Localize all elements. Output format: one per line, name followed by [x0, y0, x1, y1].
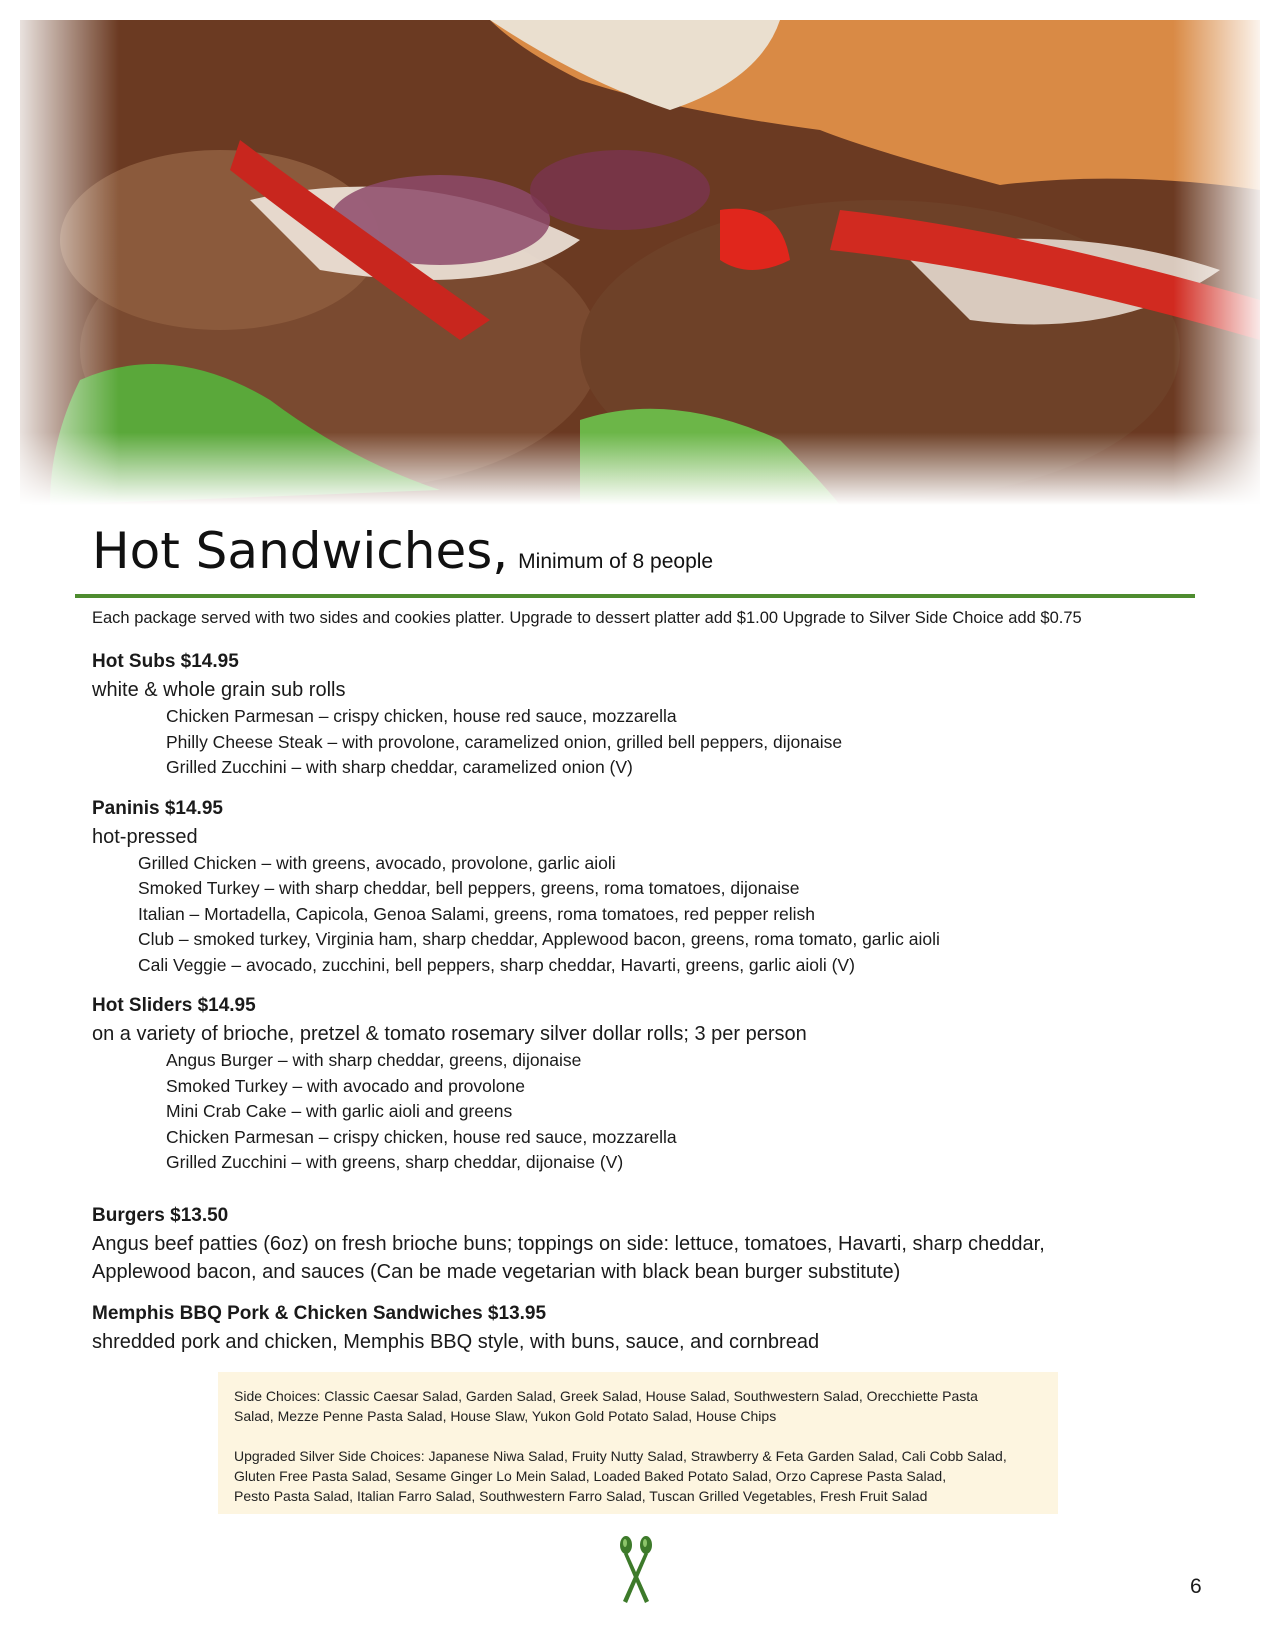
side-choices-line: Gluten Free Pasta Salad, Sesame Ginger Lo Mein Salad, Loaded Baked Potato Salad, Orzo Caprese Pasta Salad,	[234, 1468, 947, 1484]
menu-content	[92, 648, 1192, 1370]
list-item: Club – smoked turkey, Virginia ham, sharp cheddar, Applewood bacon, greens, roma tomato, garlic aioli	[138, 929, 940, 949]
section-hot-subs	[92, 648, 1192, 781]
item-list	[92, 1048, 1192, 1176]
section-description: shredded pork and chicken, Memphis BBQ style, with buns, sauce, and cornbread	[92, 1330, 820, 1353]
page-title: Hot Sandwiches,	[92, 522, 509, 580]
list-item: Smoked Turkey – with sharp cheddar, bell peppers, greens, roma tomatoes, dijonaise	[138, 878, 800, 898]
hero-sandwich-photo	[20, 20, 1260, 505]
section-description: hot-pressed	[92, 825, 198, 848]
section-burgers	[92, 1202, 1192, 1286]
page-subtitle: Minimum of 8 people	[518, 550, 714, 573]
section-heading: Hot Subs $14.95	[92, 651, 239, 672]
section-description: on a variety of brioche, pretzel & tomato rosemary silver dollar rolls; 3 per person	[92, 1023, 807, 1045]
title-divider	[75, 594, 1195, 598]
upgraded-side-choices	[234, 1446, 1042, 1506]
side-choices-line: Pesto Pasta Salad, Italian Farro Salad, Southwestern Farro Salad, Tuscan Grilled Vegetables, Fresh Fruit Salad	[234, 1488, 928, 1504]
list-item: Smoked Turkey – with avocado and provolone	[166, 1075, 525, 1096]
side-choices-line: Upgraded Silver Side Choices: Japanese Niwa Salad, Fruity Nutty Salad, Strawberry & Feta Garden Salad, Cali Cobb Salad,	[234, 1448, 1007, 1464]
standard-side-choices	[234, 1386, 1042, 1426]
section-heading: Paninis $14.95	[92, 797, 223, 819]
section-hot-sliders	[92, 992, 1192, 1176]
item-list	[92, 851, 1192, 979]
list-item: Mini Crab Cake – with garlic aioli and greens	[166, 1101, 513, 1121]
item-list	[92, 704, 1192, 781]
section-description-line: Angus beef patties (6oz) on fresh brioche buns; toppings on side: lettuce, tomatoes, Havarti, sharp cheddar,	[92, 1232, 1045, 1255]
section-paninis	[92, 795, 1192, 979]
list-item: Grilled Zucchini – with sharp cheddar, caramelized onion (V)	[166, 757, 633, 777]
section-heading: Burgers $13.50	[92, 1204, 229, 1226]
side-choices-line: Side Choices: Classic Caesar Salad, Garden Salad, Greek Salad, House Salad, Southwestern Salad, Orecchiette Pasta	[234, 1388, 978, 1404]
list-item: Italian – Mortadella, Capicola, Genoa Salami, greens, roma tomatoes, red pepper relish	[138, 903, 816, 924]
list-item: Grilled Chicken – with greens, avocado, provolone, garlic aioli	[138, 852, 616, 873]
section-description: white & whole grain sub rolls	[92, 679, 346, 701]
section-heading: Memphis BBQ Pork & Chicken Sandwiches $13.95	[92, 1302, 547, 1324]
list-item: Chicken Parmesan – crispy chicken, house red sauce, mozzarella	[166, 706, 677, 726]
list-item: Grilled Zucchini – with greens, sharp cheddar, dijonaise (V)	[166, 1152, 624, 1172]
list-item: Cali Veggie – avocado, zucchini, bell peppers, sharp cheddar, Havarti, greens, garlic aioli (V)	[138, 954, 855, 975]
crossed-spoons-icon	[616, 1535, 656, 1605]
list-item: Chicken Parmesan – crispy chicken, house red sauce, mozzarella	[166, 1126, 677, 1147]
package-intro: Each package served with two sides and cookies platter. Upgrade to dessert platter add $1.00 Upgrade to Silver Side Choice add $0.75	[92, 609, 1082, 627]
side-choices-line: Salad, Mezze Penne Pasta Salad, House Slaw, Yukon Gold Potato Salad, House Chips	[234, 1408, 777, 1424]
page-number: 6	[1190, 1575, 1202, 1598]
section-heading: Hot Sliders $14.95	[92, 995, 256, 1016]
section-description-line: Applewood bacon, and sauces (Can be made vegetarian with black bean burger substitute)	[92, 1260, 901, 1283]
section-memphis-bbq	[92, 1300, 1192, 1356]
page-heading	[92, 522, 713, 580]
list-item: Angus Burger – with sharp cheddar, greens, dijonaise	[166, 1050, 582, 1070]
list-item: Philly Cheese Steak – with provolone, caramelized onion, grilled bell peppers, dijonaise	[166, 731, 843, 752]
side-choices-box	[218, 1372, 1058, 1514]
